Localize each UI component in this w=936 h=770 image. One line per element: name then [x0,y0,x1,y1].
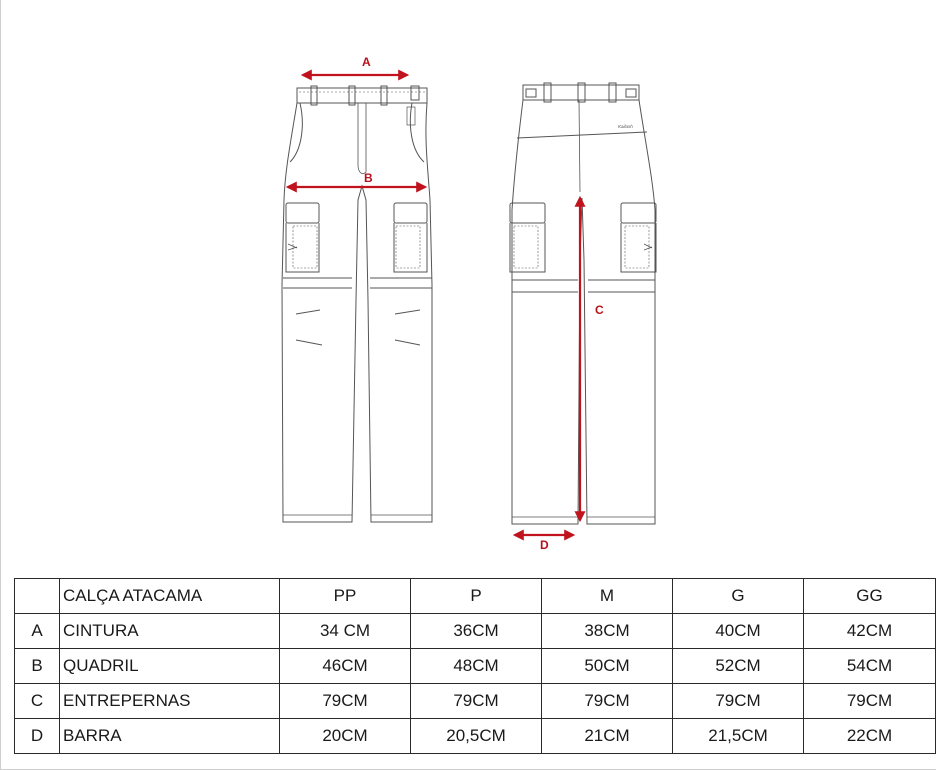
value-cell: 21,5CM [673,719,804,754]
value-cell: 79CM [673,684,804,719]
table-row-quadril [15,649,936,684]
table-header-row [15,579,936,614]
value-cell: 22CM [804,719,936,754]
size-header-pp: PP [280,579,411,614]
front-view-logo [288,244,297,250]
row-label: BARRA [60,719,280,754]
row-key: D [15,719,60,754]
product-name-header: CALÇA ATACAMA [60,579,280,614]
value-cell: 79CM [542,684,673,719]
row-label: ENTREPERNAS [60,684,280,719]
size-header-g: G [673,579,804,614]
value-cell: 20,5CM [411,719,542,754]
value-cell: 79CM [280,684,411,719]
value-cell: 42CM [804,614,936,649]
header-key-cell [15,579,60,614]
table-row-barra [15,719,936,754]
back-view-logo [644,244,652,250]
value-cell: 50CM [542,649,673,684]
row-label: QUADRIL [60,649,280,684]
measure-label-c: C [595,303,604,317]
value-cell: 48CM [411,649,542,684]
value-cell: 21CM [542,719,673,754]
measure-label-d: D [540,538,549,552]
brand-label: Kailash [618,124,633,129]
value-cell: 52CM [673,649,804,684]
row-key: C [15,684,60,719]
size-header-m: M [542,579,673,614]
pants-back-view [510,83,656,524]
value-cell: 79CM [804,684,936,719]
row-label: CINTURA [60,614,280,649]
value-cell: 20CM [280,719,411,754]
value-cell: 79CM [411,684,542,719]
size-header-gg: GG [804,579,936,614]
value-cell: 38CM [542,614,673,649]
pants-front-view [282,86,432,522]
measure-label-b: B [364,171,373,185]
value-cell: 40CM [673,614,804,649]
measure-label-a: A [362,55,371,69]
value-cell: 34 CM [280,614,411,649]
size-chart-table [14,578,936,754]
table-row-cintura [15,614,936,649]
table-row-entrepernas [15,684,936,719]
value-cell: 46CM [280,649,411,684]
row-key: B [15,649,60,684]
value-cell: 54CM [804,649,936,684]
size-header-p: P [411,579,542,614]
row-key: A [15,614,60,649]
value-cell: 36CM [411,614,542,649]
